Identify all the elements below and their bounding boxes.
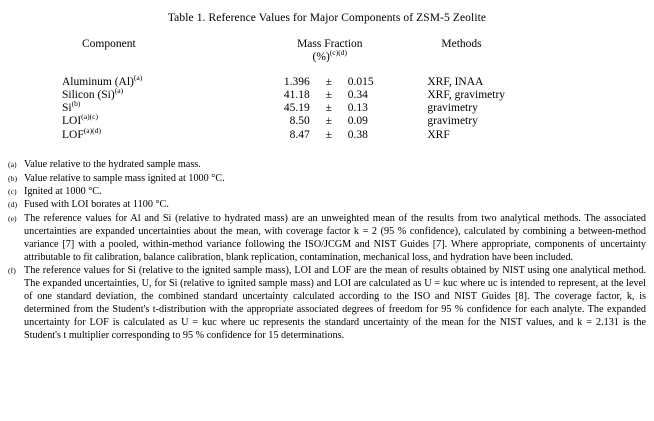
header-mass-fraction-title: Mass Fraction (297, 38, 363, 50)
cell-methods: XRF, gravimetry (427, 88, 506, 101)
cell-plusminus: ± (325, 88, 332, 101)
table-row (62, 115, 592, 128)
cell-uncertainty: 0.34 (347, 88, 368, 101)
cell-plusminus: ± (325, 75, 332, 88)
footnote-c (8, 186, 646, 199)
cell-value: 1.396 (283, 75, 310, 88)
footnotes-section (0, 159, 654, 343)
cell-methods: XRF (427, 128, 450, 141)
document-page (0, 12, 654, 421)
table-row (62, 102, 592, 115)
component-footnote-mark: (b) (71, 99, 81, 109)
cell-methods: XRF, INAA (427, 75, 484, 88)
footnote-mark: (e) (8, 213, 17, 223)
cell-uncertainty: 0.015 (347, 75, 374, 88)
header-mass-fraction-marks: (c)(d) (329, 48, 348, 58)
footnote-f (8, 265, 646, 343)
cell-uncertainty: 0.38 (347, 128, 368, 141)
footnote-mark: (f) (8, 266, 16, 276)
footnote-e (8, 213, 646, 265)
cell-methods: gravimetry (427, 102, 478, 115)
table-header (62, 38, 592, 75)
footnote-d (8, 199, 646, 212)
header-row (62, 38, 592, 65)
footnote-text: Ignited at 1000 °C. (24, 186, 102, 198)
footnote-text: The reference values for Al and Si (relative to hydrated mass) are an unweighted mean of the results from two analytical methods. The associated uncertainties are expanded uncertainties about the mean, with coverage factor k = 2 (95 % confidence), calculated by combining a between-method variance [7] with a pooled, within-method variance following the ISO/JCGM and NIST Guides [7]. Where appropriate, components of uncertainty attributable to fit calibration, balance calibration, blank replication, contamination, mechanical loss, and hydration have been included. (24, 212, 646, 263)
footnote-text: Value relative to sample mass ignited at 1000 °C. (24, 172, 225, 184)
header-component: Component (82, 38, 136, 50)
table-body (62, 72, 592, 141)
header-mass-fraction-units: (%)$^{(c)(d)}$ (312, 48, 348, 63)
footnote-text: The reference values for Si (relative to the ignited sample mass), LOI and LOF are the mean of results obtained by NIST using one analytical method. The expanded uncertainties, U, for Si (relative to ignited sample mass) and LOI are calculated as U = kuc where uc is intended to represent, at the level of one standard deviation, the combined standard uncertainty calculated according to the ISO and NIST Guides [8]. The coverage factor, k, is determined from the Student's t-distribution with the appropriate associated degrees of freedom for 95 % confidence for each analyte. The expanded uncertainty for LOF is calculated as U = kuc where uc represents the standard uncertainty of the mean for the NIST values, and k = 2.131 is the Student's t multiplier corresponding to 95 % confidence for 15 determinations. (24, 265, 646, 342)
reference-values-table (62, 38, 592, 141)
footnote-mark: (c) (8, 187, 17, 197)
cell-value: 8.50 (289, 115, 310, 128)
cell-plusminus: ± (325, 102, 332, 115)
footnote-text: Value relative to the hydrated sample mass. (24, 159, 201, 171)
cell-component: Si$^{(b)}$ (62, 99, 81, 115)
header-methods: Methods (441, 38, 482, 50)
cell-uncertainty: 0.09 (347, 115, 368, 128)
header-mass-fraction (232, 38, 427, 65)
cell-component: $LOF^{(a)(d)}$ (62, 125, 102, 141)
table-row (62, 75, 592, 88)
footnote-mark: (a) (8, 160, 17, 170)
component-footnote-mark: (a)(c) (81, 112, 99, 122)
cell-value: 8.47 (289, 128, 310, 141)
cell-value: 41.18 (283, 88, 310, 101)
table-row (62, 88, 592, 101)
cell-plusminus: ± (325, 128, 332, 141)
cell-uncertainty: 0.13 (347, 102, 368, 115)
cell-methods: gravimetry (427, 115, 478, 128)
footnote-b (8, 173, 646, 186)
component-footnote-mark: (a) (114, 86, 124, 96)
cell-component: Aluminum $(Al)^{(a)}$ (62, 72, 143, 88)
footnote-a (8, 159, 646, 172)
footnote-mark: (d) (8, 200, 18, 210)
cell-plusminus: ± (325, 115, 332, 128)
table-row (62, 128, 592, 141)
component-footnote-mark: (a) (133, 72, 143, 82)
footnote-text: Fused with LOI borates at 1100 °C. (24, 199, 169, 211)
footnote-mark: (b) (8, 173, 18, 183)
cell-component: $LOI^{(a)(c)}$ (62, 112, 99, 128)
table-caption: Table 1. Reference Values for Major Components of ZSM-5 Zeolite (167, 12, 487, 24)
cell-component: Silicon $(Si)^{(a)}$ (62, 86, 124, 101)
cell-value: 45.19 (283, 102, 310, 115)
component-footnote-mark: (a)(d) (83, 125, 102, 135)
